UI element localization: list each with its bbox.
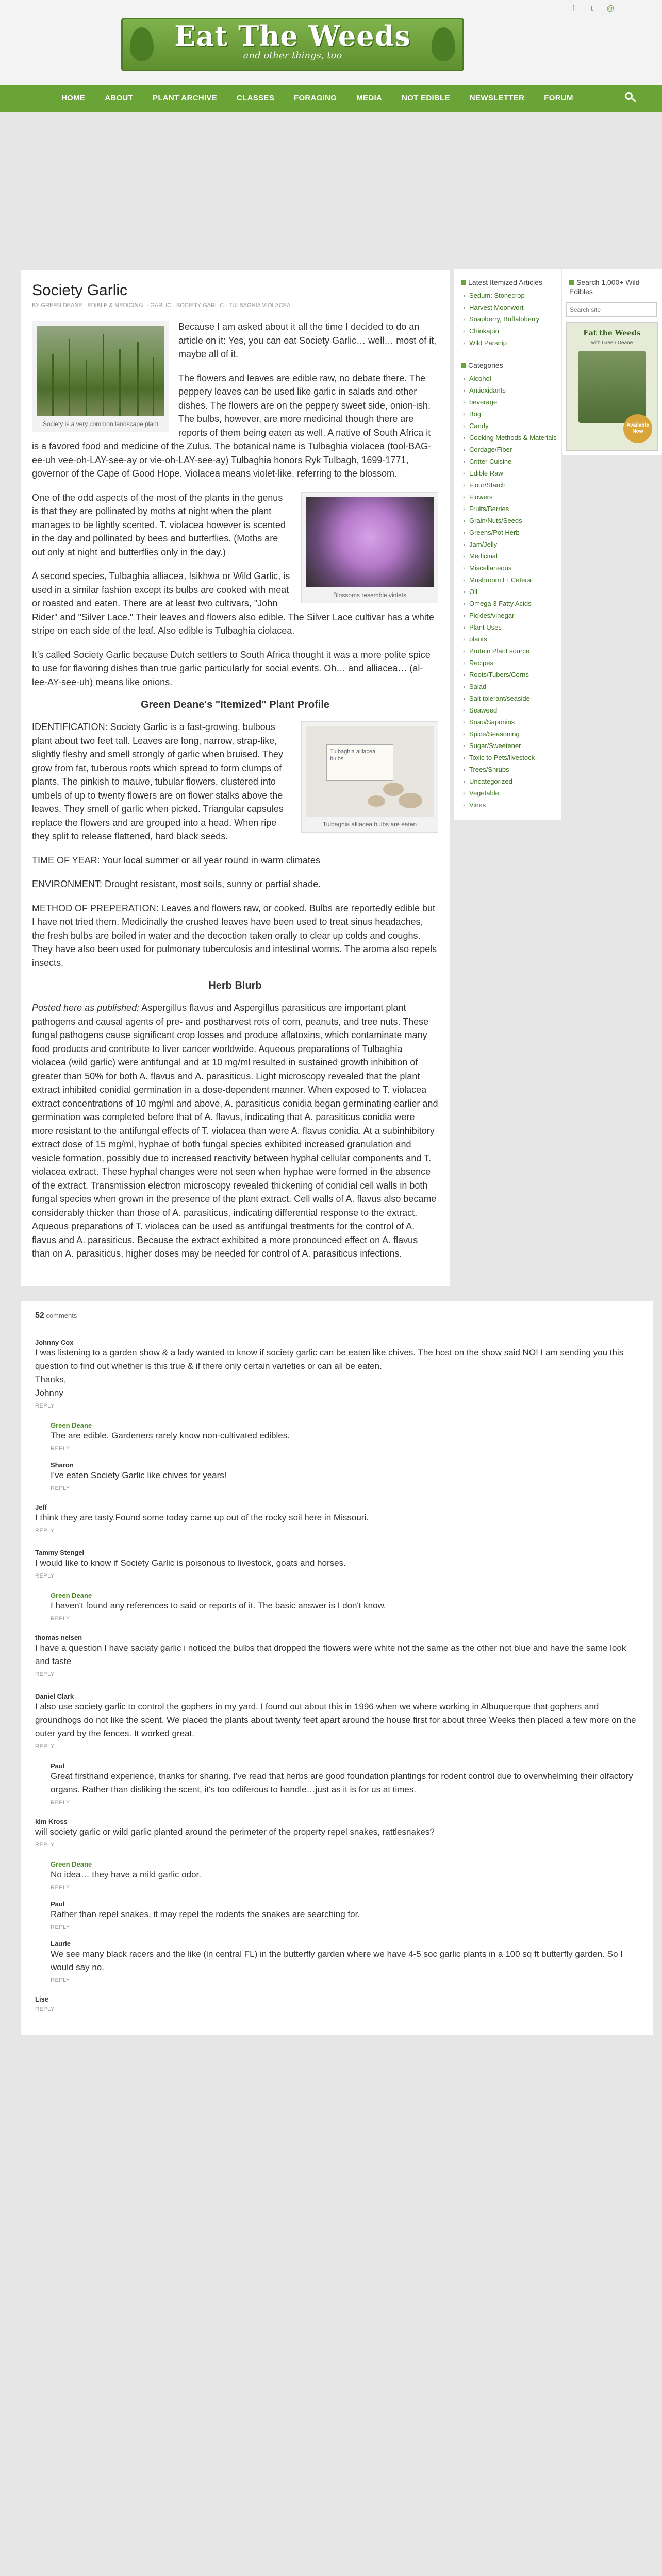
category-item[interactable]: › Toxic to Pets/livestock — [463, 752, 557, 764]
facebook-icon[interactable]: f — [572, 4, 575, 13]
category-item[interactable]: › Mushroom Et Cetera — [463, 574, 557, 586]
paragraph: It's called Society Garlic because Dutch settlers to South Africa thought it was a more polite spice to use for flavoring dishes than true garlic particularly for social events. Oh… and alliacea… (al-lee-AY-see-uh) means like onions. — [32, 649, 431, 687]
category-item[interactable]: › Critter Cuisine — [463, 456, 557, 468]
comment — [51, 1855, 638, 1895]
category-item[interactable]: › Pickles/vinegar — [463, 610, 557, 622]
categories-list — [458, 373, 557, 811]
comment — [35, 1685, 638, 1757]
comment-text: Great firsthand experience, thanks for sharing. I've read that herbs are good foundation plantings for rodent control due to overwhelming their olfactory organs. Rather than disliking the scent, it's too odiferous to handle…just as it is for us at times. — [51, 1771, 633, 1794]
category-item[interactable]: › Candy — [463, 420, 557, 432]
profile-heading: Green Deane's "Itemized" Plant Profile — [140, 699, 330, 710]
category-item[interactable]: › Roots/Tubers/Corns — [463, 669, 557, 681]
comment — [35, 1496, 638, 1541]
reply-link[interactable]: REPLY — [51, 1800, 70, 1806]
comment-text: We see many black racers and the like (in central FL) in the butterfly garden where we have 4-5 soc garlic plants in a 100 sq ft butterfly garden. So I would say no. — [51, 1949, 623, 1972]
comment-list — [35, 1331, 638, 2020]
comment — [35, 1988, 638, 2020]
nav-home[interactable]: HOME — [61, 94, 86, 103]
comments-section — [21, 1301, 653, 2035]
comment-text: I've eaten Society Garlic like chives for years! — [51, 1470, 227, 1480]
latest-article-item[interactable]: › Soapberry, Buffaloberry — [463, 314, 557, 326]
search-icon[interactable] — [625, 92, 636, 104]
category-item[interactable]: › Jam/Jelly — [463, 539, 557, 551]
category-item[interactable]: › Spice/Seasoning — [463, 728, 557, 740]
reply-link[interactable]: REPLY — [51, 1446, 70, 1452]
comment-author[interactable]: Paul — [51, 1900, 65, 1908]
reply-link[interactable]: REPLY — [51, 1924, 70, 1930]
comment — [35, 1810, 638, 1855]
figure-society-garlic — [32, 321, 169, 432]
reply-link[interactable]: REPLY — [35, 1403, 55, 1409]
comment-author[interactable]: Green Deane — [51, 1591, 92, 1599]
category-item[interactable]: › Protein Plant source — [463, 646, 557, 657]
category-item[interactable]: › Bog — [463, 409, 557, 420]
category-item[interactable]: › beverage — [463, 397, 557, 409]
category-item[interactable]: › Salt tolerant/seaside — [463, 693, 557, 705]
comment-text: I haven't found any references to said or reports of it. The basic answer is I don't know. — [51, 1601, 386, 1611]
latest-article-item[interactable]: › Chinkapin — [463, 326, 557, 337]
nav-foraging[interactable]: FORAGING — [294, 94, 337, 103]
category-item[interactable]: › Edible Raw — [463, 468, 557, 480]
comment-author[interactable]: Paul — [51, 1762, 65, 1770]
comment — [51, 1895, 638, 1935]
comment — [51, 1757, 638, 1810]
latest-article-item[interactable]: › Wild Parsnip — [463, 337, 557, 349]
reply-link[interactable]: REPLY — [35, 1528, 55, 1534]
category-item[interactable]: › Omega 3 Fatty Acids — [463, 598, 557, 610]
herb-blurb-text — [32, 1001, 438, 1261]
reply-link[interactable]: REPLY — [51, 1485, 70, 1492]
comment-author[interactable]: Sharon — [51, 1461, 74, 1469]
society-garlic-photo — [37, 326, 164, 416]
category-item[interactable]: › Cooking Methods & Materials — [463, 432, 557, 444]
book-title: Eat the Weeds — [583, 329, 641, 337]
latest-article-item[interactable]: › Sedum: Stonecrop — [463, 290, 557, 302]
main-nav — [0, 85, 662, 112]
category-item[interactable]: › Grain/Nuts/Seeds — [463, 515, 557, 527]
comment-text: Rather than repel snakes, it may repel the rodents the snakes are searching for. — [51, 1909, 360, 1919]
category-item[interactable]: › Antioxidants — [463, 385, 557, 397]
environment-text: ENVIRONMENT: Drought resistant, most soils, sunny or partial shade. — [32, 879, 321, 889]
category-item[interactable]: › Greens/Pot Herb — [463, 527, 557, 539]
content-wrap — [6, 131, 656, 2012]
comment-author[interactable]: Tammy Stengel — [35, 1549, 85, 1556]
figure-bulbs — [301, 721, 438, 833]
category-item[interactable]: › Flowers — [463, 492, 557, 503]
comment-text: I think they are tasty.Found some today came up out of the rocky soil here in Missouri. — [35, 1513, 369, 1522]
latest-article-item[interactable]: › Harvest Moonwort — [463, 302, 557, 314]
social-links — [569, 4, 615, 13]
comment-text: No idea… they have a mild garlic odor. — [51, 1870, 201, 1879]
search-input[interactable] — [566, 302, 657, 317]
reply-link[interactable]: REPLY — [35, 1842, 55, 1848]
nav-not-edible[interactable]: NOT EDIBLE — [402, 94, 450, 103]
herb-blurb-heading: Herb Blurb — [208, 980, 262, 991]
paragraph: One of the odd aspects of the most of the plants in the genus is that they are pollinated by moths at night when the plant manages to be lightly scented. T. violacea however is scented in the day and pollinated by bees and butterflies. (Moths are out only at night and butterflies only in the day.) — [32, 492, 286, 557]
specimen-label: Tulbaghia alliacea bulbs — [326, 744, 393, 781]
comment — [35, 1541, 638, 1586]
sidebar-search — [562, 269, 662, 455]
category-item[interactable]: › Sugar/Sweetener — [463, 740, 557, 752]
comment-author[interactable]: Daniel Clark — [35, 1692, 74, 1700]
reply-link[interactable]: REPLY — [51, 1616, 70, 1622]
blurb-lead: Posted here as published: — [32, 1003, 140, 1013]
comment-text: I would like to know if Society Garlic is poisonous to livestock, goats and horses. — [35, 1558, 346, 1568]
category-item[interactable]: › Trees/Shrubs — [463, 764, 557, 776]
comment-author[interactable]: thomas nelsen — [35, 1634, 82, 1641]
identification-text: IDENTIFICATION: Society Garlic is a fast-growing, bulbous plant about two feet tall. Leaves are long, narrow, strap-like, slightly fleshy and smell strongly of garlic when bruised. They grow from fat, tuberous roots which spread to form clumps of plants. The pinkish to mauve, tubular flowers, clustered into umbels of up to twenty flowers are on flower stalks above the leaves. They smell of garlic when picked. Triangular capsules replace the flowers and are grouped into a head. When ripe they split to release flattened, hard black seeds. — [32, 722, 284, 841]
comment — [51, 1586, 638, 1626]
bulbs-photo — [306, 726, 434, 817]
nav-forum[interactable]: FORUM — [544, 94, 573, 103]
category-item[interactable]: › Recipes — [463, 657, 557, 669]
preparation-text: METHOD OF PREPERATION: Leaves and flowers raw, or cooked. Bulbs are reportedly edible but I have not tried them. Medicinally the crushed leaves have been used to treat sinus headaches, the fresh bulbs are boiled in water and the decoction taken orally to clear up colds and coughs. They have also been used for pulmonary tuberculosis and intestinal worms. The aroma also repels insects. — [32, 903, 437, 968]
comment-text: will society garlic or wild garlic planted around the perimeter of the property repel snakes, rattlesnakes? — [35, 1827, 435, 1837]
comment — [51, 1456, 638, 1496]
category-item[interactable]: › Fruits/Berries — [463, 503, 557, 515]
category-item[interactable]: › Medicinal — [463, 551, 557, 563]
latest-articles-list — [458, 290, 557, 349]
comment-author[interactable]: kim Kross — [35, 1818, 68, 1825]
category-item[interactable]: › Flour/Starch — [463, 480, 557, 492]
reply-link[interactable]: REPLY — [35, 1743, 55, 1750]
comment-author[interactable]: Johnny Cox — [35, 1338, 74, 1346]
nav-newsletter[interactable]: NEWSLETTER — [469, 94, 525, 103]
nav-media[interactable]: MEDIA — [356, 94, 383, 103]
category-item[interactable]: › plants — [463, 634, 557, 646]
comment-author[interactable]: Green Deane — [51, 1421, 92, 1429]
comment-text: I also use society garlic to control the gophers in my yard. I found out about this in 1996 when we where working in Albuquerque that gophers and groundhogs do not like the scent. We placed the plants about twenty feet apart around the house first for about three Weeks then placed a few more on the outer yard by the fences. It worked great. — [35, 1702, 636, 1738]
comment-author[interactable]: Lise — [35, 1995, 49, 2003]
logo-title: Eat The Weeds — [174, 20, 411, 53]
site-header — [0, 0, 662, 85]
category-item[interactable]: › Uncategorized — [463, 776, 557, 788]
comment-author[interactable]: Laurie — [51, 1940, 71, 1947]
comment-text: I have a question I have saciaty garlic i noticed the bulbs that dropped the flowers were white not the same as the other not blue and have the same look and taste — [35, 1643, 626, 1666]
twitter-icon[interactable]: t — [590, 4, 593, 13]
comment — [51, 1935, 638, 1988]
category-item[interactable]: › Oil — [463, 586, 557, 598]
figure-caption: Blossoms resemble violets — [333, 591, 407, 599]
category-item[interactable]: › Cordage/Fiber — [463, 444, 557, 456]
site-logo[interactable] — [121, 18, 464, 71]
paragraph: A second species, Tulbaghia alliacea, Isikhwa or Wild Garlic, is used in a similar fashion except its bulbs are cooked with meat or roasted and eaten. There are at least two cultivars, "John Rider" and "Silver Lace." Their leaves and flowers also edible. The Silver Lace cultivar has a white stripe on each side of the leaf. Also edible is Tulbaghia ciolacea. — [32, 571, 434, 636]
figure-blossoms — [301, 492, 438, 603]
comment-text: I was listening to a garden show & a lady wanted to know if society garlic can be eaten like chives. The host on the show said NO! I am sending you this question to find out whether is this true & if there only certain varieties or can all be eaten. Thanks, Johnny — [35, 1348, 624, 1398]
figure-caption: Society is a very common landscape plant — [42, 420, 159, 428]
category-item[interactable]: › Miscellaneous — [463, 563, 557, 574]
blossom-photo — [306, 497, 434, 587]
nav-classes[interactable]: CLASSES — [237, 94, 274, 103]
reply-link[interactable]: REPLY — [35, 2006, 55, 2012]
latest-articles-heading: Latest Itemized Articles — [461, 278, 554, 287]
book-promo[interactable] — [566, 322, 658, 451]
sidebar-categories — [454, 269, 561, 820]
search-heading: Search 1,000+ Wild Edibles — [569, 278, 656, 296]
book-badge: Available Now — [623, 414, 652, 443]
email-icon[interactable]: @ — [606, 4, 615, 13]
article — [21, 270, 450, 1286]
blurb-body: Aspergillus flavus and Aspergillus parasiticus are important plant pathogens and causal agents of pre- and postharvest rots of corn, peanuts, and tree nuts. These fungal pathogens cause significant crop losses and produce aflatoxins, which contaminate many food products and contribute to liver cancer worldwide. Aqueous preparations of Tulbaghia violacea (wild garlic) were antifungal and at 10 mg/ml resulted in sustained growth inhibition of greater than 50% for both A. flavus and A. parasiticus. Light microscopy revealed that the plant extract inhibited conidial germination in a dose-dependent manner. When exposed to T. violacea extract concentrations of 10 mg/ml and above, A. parasiticus conidia began germinating earlier and germination was completed before that of A. flavus, indicating that A. parasiticus conidia were more resistant to the antifungal effects of T. violacea than were A. flavus conidia. At a subinhibitory extract dose of 15 mg/ml, hyphae of both fungal species exhibited increased granulation and vesicle formation, possibly due to increased reactivity between hyphal cellular components and T. violacea extract. These hyphal changes were not seen when hyphae were formed in the absence of the extract. Transmission electron microscopy revealed thickening of conidial cell walls in both fungal species when grown in the presence of the plant extract. Cell walls of A. flavus also became considerably thicker than those of A. parasiticus, indicating differential response to the extract. Aqueous preparations of T. violacea can be used as antifungal treatments for the control of A. flavus and A. parasiticus. Because the extract exhibited a more pronounced effect on A. flavus than on A. parasiticus, higher doses may be needed for control of A. parasiticus infections. — [32, 1003, 438, 1259]
comments-count: 52 comments — [35, 1311, 77, 1320]
page-title: Society Garlic — [32, 282, 128, 299]
categories-heading: Categories — [461, 361, 554, 370]
post-meta: BY GREEN DEANE · EDIBLE & MEDICINAL · GARLIC · SOCIETY GARLIC · TULBAGHIA VIOLACEA — [32, 302, 291, 309]
figure-caption: Tulbaghia alliacea bulbs are eaten — [322, 821, 417, 828]
comment-text: The are edible. Gardeners rarely know non-cultivated edibles. — [51, 1431, 290, 1440]
book-cover-image — [578, 351, 646, 423]
reply-link[interactable]: REPLY — [35, 1671, 55, 1677]
nav-plant-archive[interactable]: PLANT ARCHIVE — [153, 94, 218, 103]
category-item[interactable]: › Seaweed — [463, 705, 557, 717]
reply-link[interactable]: REPLY — [51, 1885, 70, 1891]
category-item[interactable]: › Soap/Saponins — [463, 717, 557, 728]
comment — [35, 1626, 638, 1685]
category-item[interactable]: › Vines — [463, 800, 557, 811]
category-item[interactable]: › Alcohol — [463, 373, 557, 385]
category-item[interactable]: › Plant Uses — [463, 622, 557, 634]
comment — [35, 1331, 638, 1416]
paragraph: Because I am asked about it all the time I decided to do an article on it: Yes, you can eat Society Garlic… well… most of it, maybe all of it. — [178, 321, 437, 359]
reply-link[interactable]: REPLY — [51, 1977, 70, 1984]
comment-author[interactable]: Green Deane — [51, 1860, 92, 1868]
paragraph: The flowers and leaves are edible raw, no debate there. The peppery leaves can be used like garlic in salads and other dishes. The flowers are on the peppery sweet side, onion-ish. The bulbs, however, are more medicinal though there are reports of them being eaten as well. A native of South Africa it is a favored food and medicine of the Zulus. The botanical name is Tulbaghia violacea (tool-BAG-ee-uh vee-oh-LAY-see-ay or vie-oh-LAY-see-ay) Tulbaghia honors Ryk Tulbagh, 1699-1771, governor of the Cape of Good Hope. Violacea means violet-like, referring to the blossom. — [32, 372, 432, 479]
category-item[interactable]: › Salad — [463, 681, 557, 693]
reply-link[interactable]: REPLY — [35, 1573, 55, 1579]
time-of-year-text: TIME OF YEAR: Your local summer or all year round in warm climates — [32, 855, 320, 866]
category-item[interactable]: › Vegetable — [463, 788, 557, 800]
comment — [51, 1416, 638, 1456]
comment-author[interactable]: Jeff — [35, 1503, 47, 1511]
book-subtitle: with Green Deane — [591, 340, 633, 346]
nav-about[interactable]: ABOUT — [105, 94, 134, 103]
logo-subtitle: and other things, too — [243, 50, 342, 61]
